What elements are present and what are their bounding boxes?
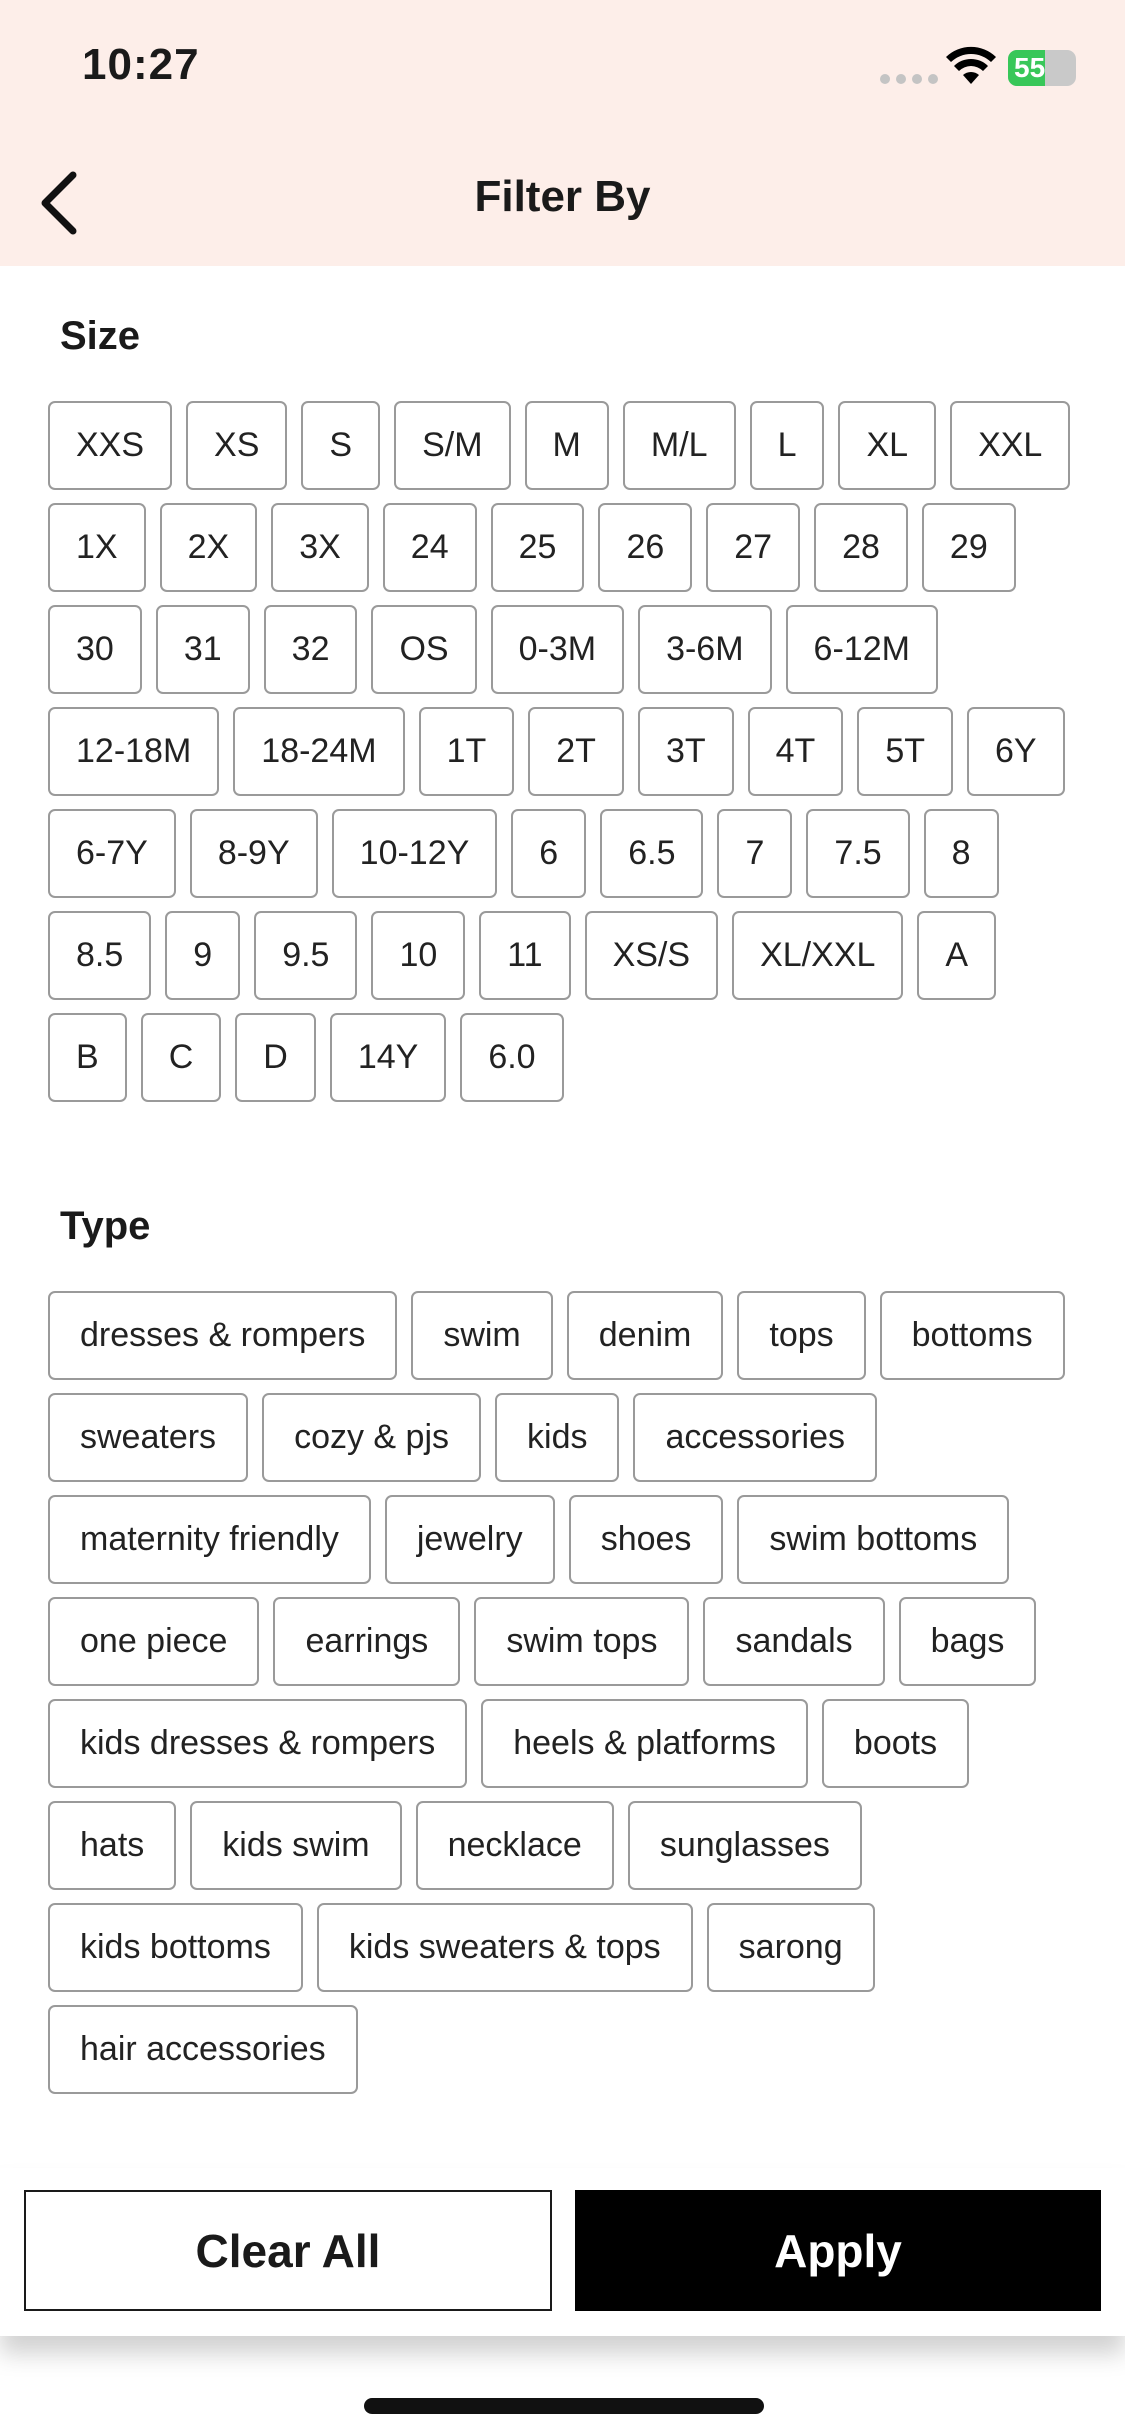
- type-option-chip[interactable]: hats: [48, 1801, 176, 1890]
- type-section: [0, 1102, 1125, 2094]
- size-option-chip[interactable]: 3T: [638, 707, 734, 796]
- size-option-chip[interactable]: XXL: [950, 401, 1070, 490]
- size-option-chip[interactable]: 3-6M: [638, 605, 771, 694]
- type-option-chip[interactable]: kids bottoms: [48, 1903, 303, 1992]
- type-option-chip[interactable]: sunglasses: [628, 1801, 862, 1890]
- size-option-chip[interactable]: 14Y: [330, 1013, 447, 1102]
- type-option-chip[interactable]: accessories: [633, 1393, 877, 1482]
- size-option-chip[interactable]: 6.0: [460, 1013, 563, 1102]
- type-option-chip[interactable]: cozy & pjs: [262, 1393, 481, 1482]
- size-option-chip[interactable]: 2X: [160, 503, 258, 592]
- size-option-chip[interactable]: 24: [383, 503, 477, 592]
- type-option-chip[interactable]: sarong: [707, 1903, 875, 1992]
- type-option-chip[interactable]: one piece: [48, 1597, 259, 1686]
- type-option-chip[interactable]: maternity friendly: [48, 1495, 371, 1584]
- type-option-chip[interactable]: jewelry: [385, 1495, 555, 1584]
- size-option-chip[interactable]: A: [917, 911, 996, 1000]
- page-title: Filter By: [474, 172, 651, 221]
- type-option-chip[interactable]: bottoms: [880, 1291, 1065, 1380]
- size-option-chip[interactable]: 7: [717, 809, 792, 898]
- size-option-chip[interactable]: 6.5: [600, 809, 703, 898]
- type-option-chip[interactable]: kids sweaters & tops: [317, 1903, 693, 1992]
- size-option-chip[interactable]: M/L: [623, 401, 736, 490]
- size-option-chip[interactable]: S: [301, 401, 380, 490]
- size-option-chip[interactable]: 12-18M: [48, 707, 219, 796]
- filter-content[interactable]: [0, 266, 1125, 2166]
- cellular-signal-icon: [880, 74, 938, 84]
- battery-level: 55: [1014, 52, 1046, 83]
- type-option-chip[interactable]: dresses & rompers: [48, 1291, 397, 1380]
- size-option-chip[interactable]: 2T: [528, 707, 624, 796]
- size-option-chip[interactable]: 7.5: [806, 809, 909, 898]
- size-option-chip[interactable]: 30: [48, 605, 142, 694]
- size-option-chip[interactable]: B: [48, 1013, 127, 1102]
- size-option-chip[interactable]: 25: [491, 503, 585, 592]
- type-option-chip[interactable]: sandals: [703, 1597, 884, 1686]
- type-section-title: Type: [60, 1204, 151, 1248]
- type-option-chip[interactable]: earrings: [273, 1597, 460, 1686]
- size-option-chip[interactable]: 6Y: [967, 707, 1065, 796]
- size-option-chip[interactable]: 0-3M: [491, 605, 624, 694]
- type-option-chip[interactable]: swim: [411, 1291, 552, 1380]
- type-option-chip[interactable]: tops: [737, 1291, 865, 1380]
- size-option-chip[interactable]: 18-24M: [233, 707, 404, 796]
- size-option-chip[interactable]: C: [141, 1013, 222, 1102]
- size-option-chip[interactable]: 6-12M: [786, 605, 938, 694]
- size-section-title: Size: [60, 314, 141, 358]
- battery-icon: [1008, 50, 1076, 86]
- type-option-chip[interactable]: kids: [495, 1393, 619, 1482]
- size-option-chip[interactable]: 1T: [419, 707, 515, 796]
- clear-all-button[interactable]: Clear All: [24, 2190, 552, 2311]
- type-option-chip[interactable]: swim tops: [474, 1597, 689, 1686]
- size-option-chip[interactable]: 32: [264, 605, 358, 694]
- type-option-chip[interactable]: swim bottoms: [737, 1495, 1009, 1584]
- size-option-chip[interactable]: 5T: [857, 707, 953, 796]
- wifi-icon: [946, 46, 996, 86]
- size-options: [48, 401, 1077, 1102]
- size-option-chip[interactable]: 10: [371, 911, 465, 1000]
- type-option-chip[interactable]: kids dresses & rompers: [48, 1699, 467, 1788]
- size-option-chip[interactable]: 29: [922, 503, 1016, 592]
- size-section: [0, 266, 1125, 1102]
- size-option-chip[interactable]: 26: [598, 503, 692, 592]
- type-option-chip[interactable]: bags: [899, 1597, 1037, 1686]
- size-option-chip[interactable]: 1X: [48, 503, 146, 592]
- size-option-chip[interactable]: 8.5: [48, 911, 151, 1000]
- size-option-chip[interactable]: 3X: [271, 503, 369, 592]
- footer-actions: [0, 2168, 1125, 2336]
- size-option-chip[interactable]: 8: [924, 809, 999, 898]
- size-option-chip[interactable]: 31: [156, 605, 250, 694]
- size-option-chip[interactable]: 9.5: [254, 911, 357, 1000]
- size-option-chip[interactable]: XS: [186, 401, 287, 490]
- type-options: [48, 1291, 1077, 2094]
- apply-button[interactable]: Apply: [575, 2190, 1101, 2311]
- type-option-chip[interactable]: heels & platforms: [481, 1699, 808, 1788]
- size-option-chip[interactable]: XXS: [48, 401, 172, 490]
- type-option-chip[interactable]: boots: [822, 1699, 969, 1788]
- status-time: 10:27: [82, 40, 200, 89]
- type-option-chip[interactable]: sweaters: [48, 1393, 248, 1482]
- size-option-chip[interactable]: OS: [371, 605, 476, 694]
- size-option-chip[interactable]: 27: [706, 503, 800, 592]
- type-option-chip[interactable]: hair accessories: [48, 2005, 358, 2094]
- status-bar: [0, 0, 1125, 140]
- size-option-chip[interactable]: 6-7Y: [48, 809, 176, 898]
- size-option-chip[interactable]: 6: [511, 809, 586, 898]
- size-option-chip[interactable]: 9: [165, 911, 240, 1000]
- size-option-chip[interactable]: XL: [838, 401, 936, 490]
- type-option-chip[interactable]: denim: [567, 1291, 724, 1380]
- home-indicator[interactable]: [364, 2398, 764, 2414]
- type-option-chip[interactable]: shoes: [569, 1495, 724, 1584]
- size-option-chip[interactable]: L: [750, 401, 825, 490]
- size-option-chip[interactable]: M: [525, 401, 609, 490]
- size-option-chip[interactable]: 28: [814, 503, 908, 592]
- size-option-chip[interactable]: XL/XXL: [732, 911, 903, 1000]
- type-option-chip[interactable]: necklace: [416, 1801, 614, 1890]
- nav-bar: [0, 140, 1125, 266]
- size-option-chip[interactable]: XS/S: [585, 911, 718, 1000]
- size-option-chip[interactable]: D: [235, 1013, 316, 1102]
- size-option-chip[interactable]: 4T: [748, 707, 844, 796]
- size-option-chip[interactable]: 10-12Y: [332, 809, 498, 898]
- size-option-chip[interactable]: 11: [479, 911, 570, 1000]
- size-option-chip[interactable]: 8-9Y: [190, 809, 318, 898]
- size-option-chip[interactable]: S/M: [394, 401, 510, 490]
- type-option-chip[interactable]: kids swim: [190, 1801, 401, 1890]
